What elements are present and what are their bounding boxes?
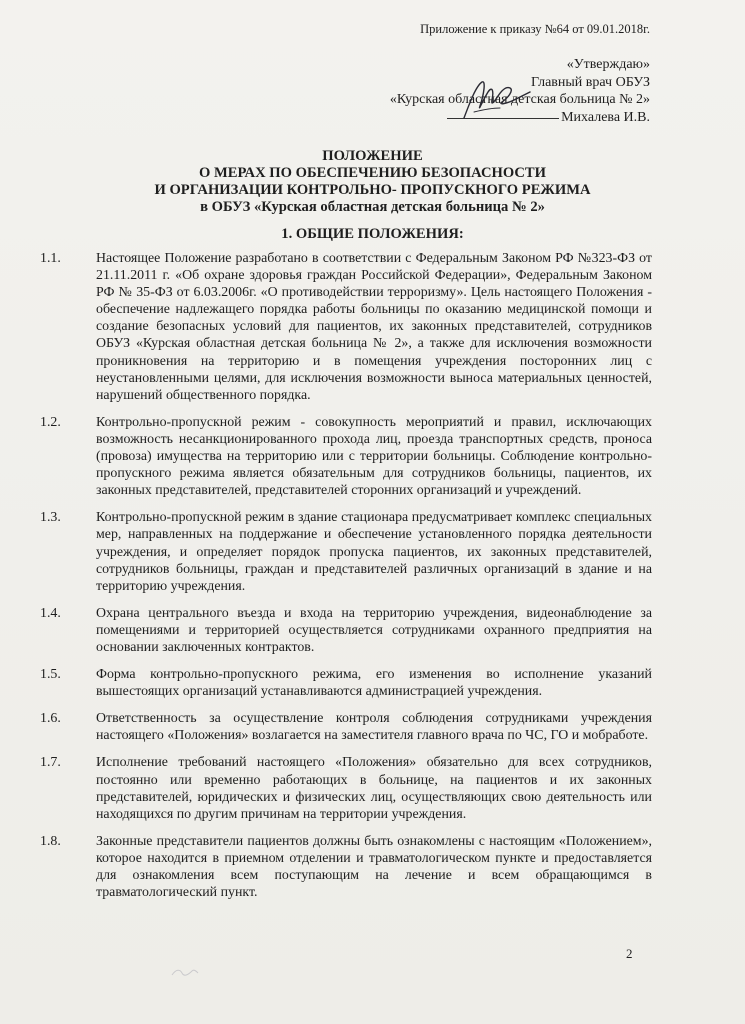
item-text: Контрольно-пропускной режим - совокупность мероприятий и правил, исключающих возможность несанкционированного прохода лиц, проезда транспортных средств, проноса (провоза) имущества на территорию или с территории больницы. Соблюдение контрольно-пропускного режима является обязательным для сотрудников больницы, пациентов, их законных представителей, представителей сторонних организаций и учреждений. [96, 414, 652, 499]
item-number: 1.7. [40, 755, 61, 771]
approval-line-position: Главный врач ОБУЗ [531, 74, 650, 90]
list-item [40, 605, 652, 656]
item-number: 1.6. [40, 711, 61, 727]
list-item [40, 509, 652, 594]
item-text: Исполнение требований настоящего «Положения» обязательно для всех сотрудников, постоянно или временно работающих в больнице, на пациентов и их законных представителей, юридических и физических лиц, осуществляющих свою деятельность или находящихся по другим причинам на территории учреждения. [96, 755, 652, 822]
list-item [40, 414, 652, 499]
document-title [0, 148, 745, 216]
page-number: 2 [626, 946, 633, 961]
title-line-2: О МЕРАХ ПО ОБЕСПЕЧЕНИЮ БЕЗОПАСНОСТИ [198, 165, 547, 181]
item-text: Форма контрольно-пропускного режима, его изменения во исполнение указаний вышестоящих организаций устанавливаются администрацией учреждения. [96, 667, 652, 700]
item-text: Охрана центрального въезда и входа на территорию учреждения, видеонаблюдение за помещениями и территорией осуществляется сотрудниками охранного предприятия на основании заключенных контрактов. [96, 605, 652, 655]
handwritten-signature [456, 72, 536, 132]
item-text: Законные представители пациентов должны быть ознакомлены с настоящим «Положением», которое находится в приемном отделении и травматологическом пункте и предоставляется для ознакомления всем поступающим на лечение и всем обращающимся в травматологический пункт. [96, 833, 652, 901]
appendix-note: Приложение к приказу №64 от 09.01.2018г. [420, 22, 650, 36]
list-item [40, 666, 652, 700]
list-item [40, 250, 652, 404]
title-line-4: в ОБУЗ «Курская областная детская больница № 2» [200, 199, 545, 215]
title-line-1: ПОЛОЖЕНИЕ [322, 148, 423, 164]
item-number: 1.5. [40, 667, 61, 683]
approval-line-approve: «Утверждаю» [566, 57, 650, 72]
section-heading: 1. ОБЩИЕ ПОЛОЖЕНИЯ: [281, 226, 464, 242]
item-number: 1.8. [40, 833, 61, 849]
item-text: Настоящее Положение разработано в соответствии с Федеральным Законом РФ №323-ФЗ от 21.11.2011 г. «Об охране здоровья граждан Российской Федерации», Федеральным Законом РФ № 35-ФЗ от 6.03.2006г. «О противодействии терроризму». Цель настоящего Положения - обеспечение надлежащего порядка работы больницы по оказанию медицинской помощи и создание безопасных условий для пациентов, их законных представителей, сотрудников ОБУЗ «Курская областная детская больница № 2», а также для исключения возможности проникновения на территорию и в помещения учреждения посторонних лиц с неустановленными целями, для исключения возможности выноса материальных ценностей, нарушений общественного порядка. [96, 251, 652, 403]
item-text: Ответственность за осуществление контроля соблюдения сотрудниками учреждения настоящего «Положения» возлагается на заместителя главного врача по ЧС, ГО и мобработе. [96, 711, 652, 744]
item-text: Контрольно-пропускной режим в здание стационара предусматривает комплекс специальных мер, направленных на поддержание и обеспечение установленного порядка деятельности учреждения, и определяет порядок пропуска пациентов, их законных представителей, сотрудников больницы, граждан и представителей различных организаций в здание и на территорию учреждения. [96, 510, 652, 594]
list-item [40, 710, 652, 744]
list-item [40, 754, 652, 822]
item-number: 1.3. [40, 510, 61, 526]
title-line-3: И ОРГАНИЗАЦИИ КОНТРОЛЬНО- ПРОПУСКНОГО РЕЖИМА [154, 182, 591, 198]
item-number: 1.1. [40, 251, 61, 266]
item-number: 1.2. [40, 414, 61, 430]
approval-line-organization: «Курская областная детская больница № 2» [389, 92, 650, 107]
signatory-name: Михалева И.В. [561, 109, 650, 125]
section-items [40, 250, 652, 911]
item-number: 1.4. [40, 605, 61, 621]
scan-artifact-mark [170, 965, 200, 979]
list-item [40, 833, 652, 901]
